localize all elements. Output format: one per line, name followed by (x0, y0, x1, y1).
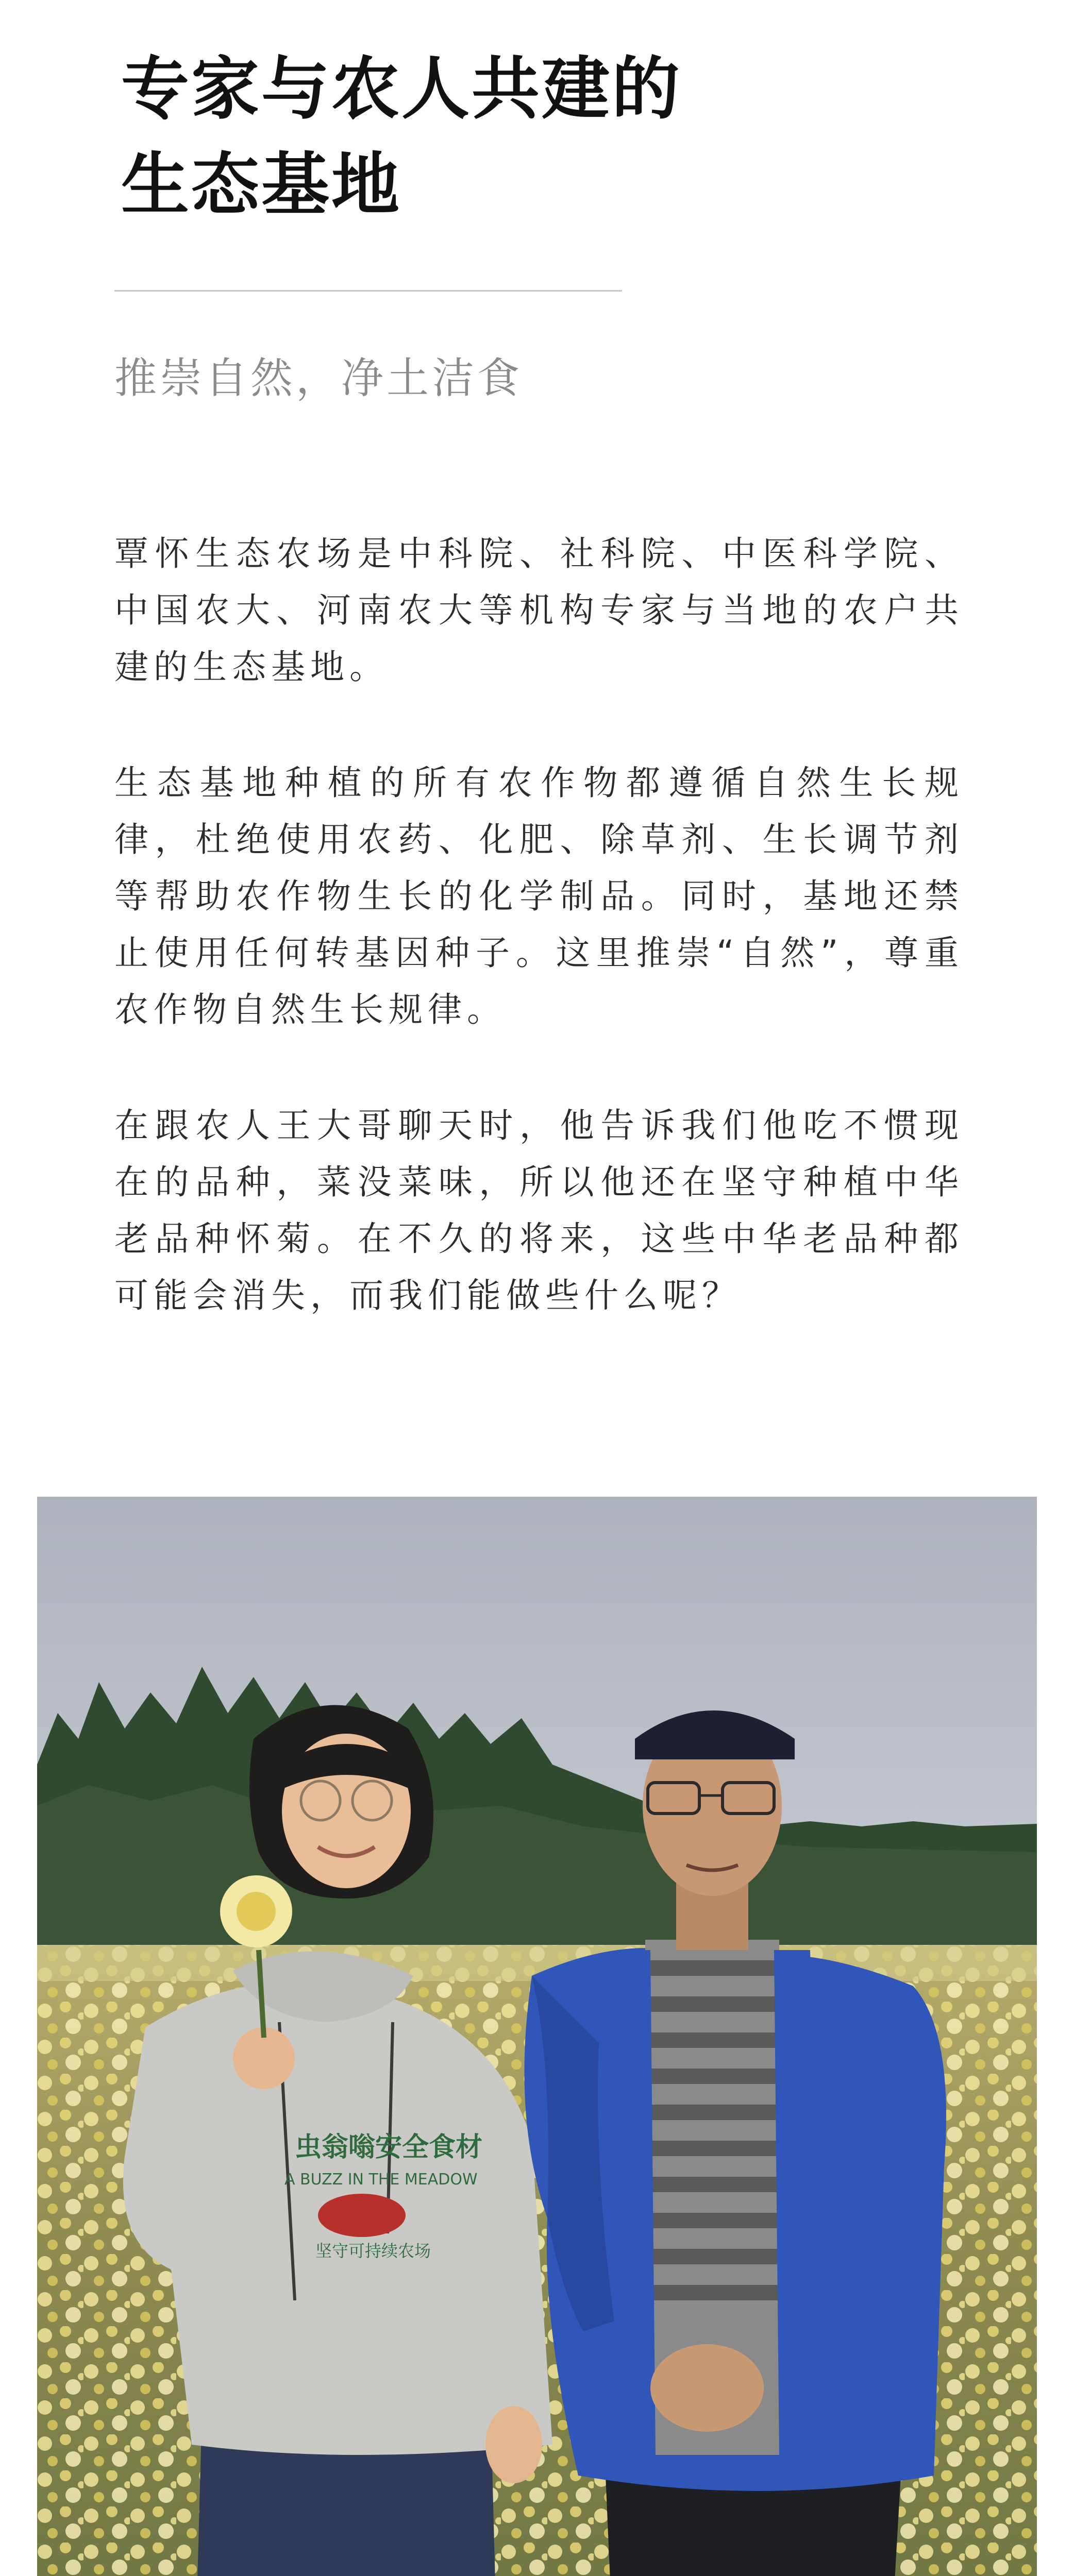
paragraph-farmer-story: 在跟农人王大哥聊天时，他告诉我们他吃不惯现在的品种，菜没菜味，所以他还在坚守种植中华老品种怀菊。在不久的将来，这些中华老品种都可能会消失，而我们能做些什么呢？ (114, 1106, 964, 1315)
clasped-hands (650, 2344, 764, 2432)
paragraph-practices: 生态基地种植的所有农作物都遵循自然生长规律，杜绝使用农药、化肥、除草剂、生长调节剂等帮助农作物生长的化学制品。同时，基地还禁止使用任何转基因种子。这里推崇“自然”，尊重农作物自然生长规律。 (114, 763, 964, 1029)
hoodie-print-text-2: A BUZZ IN THE MEADOW (284, 2171, 478, 2189)
tomato-logo (318, 2194, 406, 2237)
title-divider (114, 290, 622, 292)
hoodie-print-text-1: 虫翁嗡安全食材 (295, 2132, 483, 2163)
article-title-line-1: 专家与农人共建的 (121, 49, 682, 129)
hoodie-print-text-3: 坚守可持续农场 (315, 2241, 431, 2261)
paragraph-intro: 覃怀生态农场是中科院、社科院、中医科学院、中国农大、河南农大等机构专家与当地的农户共建的生态基地。 (114, 534, 964, 687)
article-subtitle: 推崇自然，净土洁食 (114, 354, 523, 403)
farmers-photo (37, 1497, 1037, 2576)
article-title-line-2: 生态基地 (121, 145, 401, 225)
article-title (121, 41, 843, 233)
